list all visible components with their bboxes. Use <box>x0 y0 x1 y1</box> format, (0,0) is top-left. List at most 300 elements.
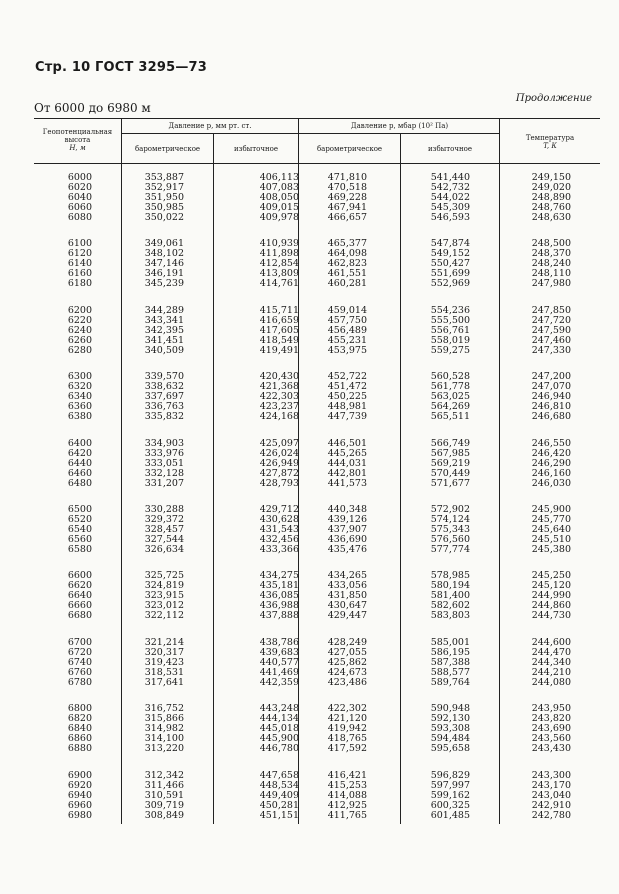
mm-excess-cell: 430,628 <box>259 514 299 525</box>
col-divider-5-body <box>499 163 500 824</box>
continuation-label: Продолжение <box>515 93 592 104</box>
height-cell: 6220 <box>67 315 92 326</box>
mm-excess-cell: 420,430 <box>259 371 299 382</box>
mbar-excess-cell: 577,774 <box>430 544 470 555</box>
mbar-baro-cell: 439,126 <box>327 514 367 525</box>
mbar-baro-cell: 411,765 <box>327 810 367 821</box>
mm-excess-cell: 409,015 <box>259 202 299 213</box>
block-9-heights-column <box>58 771 92 821</box>
height-cell: 6620 <box>67 580 92 591</box>
block-6-temp-column <box>527 571 571 621</box>
mbar-baro-cell: 450,225 <box>327 391 367 402</box>
mm-excess-cell: 432,456 <box>259 534 299 545</box>
height-cell: 6960 <box>67 800 92 811</box>
header-mbar-group: Давление p, мбар (10² Па) <box>350 122 449 130</box>
mm-excess-cell: 413,809 <box>259 268 299 279</box>
block-7-mm-baro-column <box>144 638 184 688</box>
mbar-excess-cell: 551,699 <box>430 268 470 279</box>
mbar-baro-cell: 447,739 <box>327 411 367 422</box>
mm-baro-cell: 308,849 <box>144 810 184 821</box>
mm-baro-cell: 331,207 <box>144 478 184 489</box>
mbar-excess-cell: 575,343 <box>430 524 470 535</box>
temp-cell: 244,990 <box>531 590 571 601</box>
mbar-baro-cell: 441,573 <box>327 478 367 489</box>
temp-cell: 248,110 <box>531 268 571 279</box>
mm-excess-cell: 406,113 <box>259 172 299 183</box>
mm-baro-cell: 317,641 <box>144 677 184 688</box>
height-cell: 6660 <box>67 600 92 611</box>
mm-excess-cell: 408,050 <box>259 192 299 203</box>
block-6-mbar-excess-column <box>428 571 470 621</box>
mm-excess-cell: 437,888 <box>259 610 299 621</box>
block-4-heights-column <box>58 439 92 489</box>
mm-excess-cell: 451,151 <box>259 810 299 821</box>
mbar-baro-cell: 465,377 <box>327 238 367 249</box>
height-cell: 6100 <box>67 238 92 249</box>
temp-cell: 243,950 <box>531 703 571 714</box>
mm-excess-cell: 427,872 <box>259 468 299 479</box>
header-mbar-excess: избыточное <box>427 145 472 153</box>
mm-baro-cell: 315,866 <box>144 713 184 724</box>
height-cell: 6040 <box>67 192 92 203</box>
col-divider-4-body <box>400 163 401 824</box>
mm-excess-cell: 407,083 <box>259 182 299 193</box>
block-9-mbar-excess-column <box>428 771 470 821</box>
mbar-baro-cell: 429,447 <box>327 610 367 621</box>
mm-excess-cell: 443,248 <box>259 703 299 714</box>
header-temp-label: Температура <box>525 134 575 142</box>
mbar-excess-cell: 572,902 <box>430 504 470 515</box>
block-0-heights-column <box>58 173 92 223</box>
mbar-excess-cell: 544,022 <box>430 192 470 203</box>
height-cell: 6580 <box>67 544 92 555</box>
block-4-mm-baro-column <box>144 439 184 489</box>
mbar-baro-cell: 422,302 <box>327 703 367 714</box>
mbar-baro-cell: 427,055 <box>327 647 367 658</box>
height-cell: 6440 <box>67 458 92 469</box>
mm-excess-cell: 449,409 <box>259 790 299 801</box>
temp-cell: 244,080 <box>531 677 571 688</box>
mm-baro-cell: 323,012 <box>144 600 184 611</box>
height-cell: 6000 <box>67 172 92 183</box>
mm-baro-cell: 332,128 <box>144 468 184 479</box>
mbar-excess-cell: 578,985 <box>430 570 470 581</box>
mm-excess-cell: 442,359 <box>259 677 299 688</box>
mbar-baro-cell: 459,014 <box>327 305 367 316</box>
height-cell: 6700 <box>67 637 92 648</box>
height-cell: 6880 <box>67 743 92 754</box>
mm-group-rule <box>122 133 298 134</box>
mbar-baro-cell: 445,265 <box>327 448 367 459</box>
height-cell: 6140 <box>67 258 92 269</box>
height-cell: 6080 <box>67 212 92 223</box>
mbar-excess-cell: 554,236 <box>430 305 470 316</box>
block-2-heights-column <box>58 306 92 356</box>
mbar-baro-cell: 428,249 <box>327 637 367 648</box>
mm-excess-cell: 444,134 <box>259 713 299 724</box>
mbar-baro-cell: 466,657 <box>327 212 367 223</box>
mbar-excess-cell: 556,761 <box>430 325 470 336</box>
temp-cell: 247,070 <box>531 381 571 392</box>
col-divider-1-body <box>121 163 122 824</box>
block-4-mbar-baro-column <box>325 439 367 489</box>
mbar-baro-cell: 425,862 <box>327 657 367 668</box>
mm-excess-cell: 411,898 <box>259 248 299 259</box>
mbar-excess-cell: 576,560 <box>430 534 470 545</box>
mbar-excess-cell: 545,309 <box>430 202 470 213</box>
temp-cell: 247,980 <box>531 278 571 289</box>
block-6-heights-column <box>58 571 92 621</box>
mm-excess-cell: 422,303 <box>259 391 299 402</box>
block-0-mm-baro-column <box>144 173 184 223</box>
mm-baro-cell: 313,220 <box>144 743 184 754</box>
mbar-baro-cell: 470,518 <box>327 182 367 193</box>
mbar-excess-cell: 565,511 <box>430 411 470 422</box>
temp-cell: 246,550 <box>531 438 571 449</box>
height-cell: 6420 <box>67 448 92 459</box>
block-0-mm-excess-column <box>259 173 299 223</box>
mbar-baro-cell: 436,690 <box>327 534 367 545</box>
mbar-baro-cell: 452,722 <box>327 371 367 382</box>
mm-baro-cell: 319,423 <box>144 657 184 668</box>
temp-cell: 248,890 <box>531 192 571 203</box>
temp-cell: 242,910 <box>531 800 571 811</box>
temp-cell: 243,560 <box>531 733 571 744</box>
height-cell: 6500 <box>67 504 92 515</box>
mm-excess-cell: 439,683 <box>259 647 299 658</box>
block-3-mm-excess-column <box>259 372 299 422</box>
height-cell: 6600 <box>67 570 92 581</box>
mm-excess-cell: 424,168 <box>259 411 299 422</box>
height-cell: 6380 <box>67 411 92 422</box>
height-cell: 6120 <box>67 248 92 259</box>
temp-cell: 242,780 <box>531 810 571 821</box>
block-6-mm-baro-column <box>144 571 184 621</box>
mm-baro-cell: 328,457 <box>144 524 184 535</box>
height-cell: 6300 <box>67 371 92 382</box>
mm-excess-cell: 428,793 <box>259 478 299 489</box>
mbar-excess-cell: 547,874 <box>430 238 470 249</box>
temp-cell: 244,600 <box>531 637 571 648</box>
height-cell: 6480 <box>67 478 92 489</box>
temp-cell: 243,300 <box>531 770 571 781</box>
height-cell: 6760 <box>67 667 92 678</box>
block-1-heights-column <box>58 239 92 289</box>
mm-baro-cell: 343,341 <box>144 315 184 326</box>
height-cell: 6460 <box>67 468 92 479</box>
mbar-excess-cell: 569,219 <box>430 458 470 469</box>
block-2-mm-baro-column <box>144 306 184 356</box>
height-cell: 6340 <box>67 391 92 402</box>
block-7-mm-excess-column <box>259 638 299 688</box>
block-8-mm-baro-column <box>144 704 184 754</box>
mm-baro-cell: 311,466 <box>144 780 184 791</box>
height-cell: 6020 <box>67 182 92 193</box>
mm-baro-cell: 312,342 <box>144 770 184 781</box>
height-cell: 6520 <box>67 514 92 525</box>
block-8-heights-column <box>58 704 92 754</box>
mm-excess-cell: 414,761 <box>259 278 299 289</box>
mm-baro-cell: 344,289 <box>144 305 184 316</box>
temp-cell: 244,730 <box>531 610 571 621</box>
temp-cell: 244,210 <box>531 667 571 678</box>
header-mbar-baro: барометрическое <box>316 145 383 153</box>
temp-cell: 243,170 <box>531 780 571 791</box>
mm-excess-cell: 447,658 <box>259 770 299 781</box>
mbar-excess-cell: 599,162 <box>430 790 470 801</box>
mm-baro-cell: 341,451 <box>144 335 184 346</box>
height-cell: 6980 <box>67 810 92 821</box>
height-cell: 6680 <box>67 610 92 621</box>
mbar-baro-cell: 460,281 <box>327 278 367 289</box>
temp-cell: 248,500 <box>531 238 571 249</box>
height-cell: 6940 <box>67 790 92 801</box>
height-cell: 6060 <box>67 202 92 213</box>
mm-baro-cell: 330,288 <box>144 504 184 515</box>
mbar-excess-cell: 594,484 <box>430 733 470 744</box>
mbar-baro-cell: 424,673 <box>327 667 367 678</box>
temp-cell: 245,510 <box>531 534 571 545</box>
page-label: Стр. 10 ГОСТ 3295—73 <box>35 60 208 75</box>
mm-baro-cell: 327,544 <box>144 534 184 545</box>
height-cell: 6860 <box>67 733 92 744</box>
height-cell: 6820 <box>67 713 92 724</box>
mm-excess-cell: 436,988 <box>259 600 299 611</box>
mm-excess-cell: 433,366 <box>259 544 299 555</box>
height-cell: 6180 <box>67 278 92 289</box>
mbar-excess-cell: 571,677 <box>430 478 470 489</box>
header-mm-excess: избыточное <box>233 145 278 153</box>
mm-baro-cell: 326,634 <box>144 544 184 555</box>
mbar-baro-cell: 433,056 <box>327 580 367 591</box>
mbar-excess-cell: 583,803 <box>430 610 470 621</box>
mbar-excess-cell: 581,400 <box>430 590 470 601</box>
mm-baro-cell: 321,214 <box>144 637 184 648</box>
mm-baro-cell: 310,591 <box>144 790 184 801</box>
temp-cell: 246,160 <box>531 468 571 479</box>
block-2-mbar-baro-column <box>325 306 367 356</box>
mbar-excess-cell: 552,969 <box>430 278 470 289</box>
block-4-mm-excess-column <box>259 439 299 489</box>
block-5-mbar-excess-column <box>428 505 470 555</box>
block-9-mm-baro-column <box>144 771 184 821</box>
mm-baro-cell: 342,395 <box>144 325 184 336</box>
block-1-mm-excess-column <box>259 239 299 289</box>
height-cell: 6320 <box>67 381 92 392</box>
mm-baro-cell: 336,763 <box>144 401 184 412</box>
block-8-mm-excess-column <box>259 704 299 754</box>
block-0-temp-column <box>527 173 571 223</box>
mm-baro-cell: 314,982 <box>144 723 184 734</box>
block-1-mbar-baro-column <box>325 239 367 289</box>
mm-excess-cell: 415,711 <box>259 305 299 316</box>
temp-cell: 247,330 <box>531 345 571 356</box>
block-2-temp-column <box>527 306 571 356</box>
mm-baro-cell: 351,950 <box>144 192 184 203</box>
mm-excess-cell: 438,786 <box>259 637 299 648</box>
mbar-excess-cell: 595,658 <box>430 743 470 754</box>
temp-cell: 248,760 <box>531 202 571 213</box>
height-cell: 6560 <box>67 534 92 545</box>
mbar-baro-cell: 412,925 <box>327 800 367 811</box>
block-6-mbar-baro-column <box>325 571 367 621</box>
mm-baro-cell: 334,903 <box>144 438 184 449</box>
header-temp <box>500 134 600 150</box>
mm-baro-cell: 349,061 <box>144 238 184 249</box>
mbar-excess-cell: 596,829 <box>430 770 470 781</box>
temp-cell: 246,810 <box>531 401 571 412</box>
mbar-excess-cell: 542,732 <box>430 182 470 193</box>
mm-baro-cell: 350,022 <box>144 212 184 223</box>
mbar-baro-cell: 455,231 <box>327 335 367 346</box>
mbar-baro-cell: 418,765 <box>327 733 367 744</box>
mbar-baro-cell: 431,850 <box>327 590 367 601</box>
mm-baro-cell: 350,985 <box>144 202 184 213</box>
mm-baro-cell: 346,191 <box>144 268 184 279</box>
range-title: От 6000 до 6980 м <box>34 101 151 115</box>
mbar-excess-cell: 541,440 <box>430 172 470 183</box>
block-4-mbar-excess-column <box>428 439 470 489</box>
block-5-mbar-baro-column <box>325 505 367 555</box>
mbar-baro-cell: 467,941 <box>327 202 367 213</box>
mbar-excess-cell: 570,449 <box>430 468 470 479</box>
mbar-baro-cell: 451,472 <box>327 381 367 392</box>
mm-baro-cell: 329,372 <box>144 514 184 525</box>
height-cell: 6160 <box>67 268 92 279</box>
mm-excess-cell: 423,237 <box>259 401 299 412</box>
temp-cell: 246,030 <box>531 478 571 489</box>
mbar-baro-cell: 471,810 <box>327 172 367 183</box>
mm-baro-cell: 340,509 <box>144 345 184 356</box>
height-cell: 6900 <box>67 770 92 781</box>
height-cell: 6400 <box>67 438 92 449</box>
header-height-unit: H, м <box>69 144 86 152</box>
header-height <box>34 128 121 152</box>
temp-cell: 246,680 <box>531 411 571 422</box>
mbar-excess-cell: 567,985 <box>430 448 470 459</box>
mm-excess-cell: 440,577 <box>259 657 299 668</box>
mm-excess-cell: 450,281 <box>259 800 299 811</box>
block-5-heights-column <box>58 505 92 555</box>
mbar-baro-cell: 462,823 <box>327 258 367 269</box>
mm-baro-cell: 314,100 <box>144 733 184 744</box>
block-8-mbar-baro-column <box>325 704 367 754</box>
mm-excess-cell: 409,978 <box>259 212 299 223</box>
mbar-excess-cell: 550,427 <box>430 258 470 269</box>
mm-baro-cell: 325,725 <box>144 570 184 581</box>
mm-baro-cell: 337,697 <box>144 391 184 402</box>
mbar-excess-cell: 589,764 <box>430 677 470 688</box>
mbar-excess-cell: 582,602 <box>430 600 470 611</box>
block-1-mbar-excess-column <box>428 239 470 289</box>
block-7-mbar-baro-column <box>325 638 367 688</box>
block-7-heights-column <box>58 638 92 688</box>
mbar-excess-cell: 586,195 <box>430 647 470 658</box>
mbar-baro-cell: 453,975 <box>327 345 367 356</box>
height-cell: 6920 <box>67 780 92 791</box>
mbar-excess-cell: 585,001 <box>430 637 470 648</box>
block-2-mm-excess-column <box>259 306 299 356</box>
temp-cell: 247,200 <box>531 371 571 382</box>
header-height-label: Геопотенциальная высота <box>42 128 113 144</box>
mbar-excess-cell: 558,019 <box>430 335 470 346</box>
temp-cell: 244,470 <box>531 647 571 658</box>
mbar-baro-cell: 423,486 <box>327 677 367 688</box>
mm-excess-cell: 421,368 <box>259 381 299 392</box>
temp-cell: 249,020 <box>531 182 571 193</box>
mm-excess-cell: 425,097 <box>259 438 299 449</box>
mm-baro-cell: 322,112 <box>144 610 184 621</box>
header-mm-baro: барометрическое <box>134 145 201 153</box>
mbar-baro-cell: 414,088 <box>327 790 367 801</box>
height-cell: 6640 <box>67 590 92 601</box>
mm-excess-cell: 426,949 <box>259 458 299 469</box>
height-cell: 6840 <box>67 723 92 734</box>
mbar-excess-cell: 546,593 <box>430 212 470 223</box>
header-mm-group: Давление p, мм рт. ст. <box>168 122 252 130</box>
height-cell: 6740 <box>67 657 92 668</box>
temp-cell: 246,420 <box>531 448 571 459</box>
mbar-excess-cell: 549,152 <box>430 248 470 259</box>
mbar-baro-cell: 457,750 <box>327 315 367 326</box>
temp-cell: 247,590 <box>531 325 571 336</box>
mm-excess-cell: 418,549 <box>259 335 299 346</box>
header-temp-unit: T, К <box>543 142 557 150</box>
mbar-baro-cell: 416,421 <box>327 770 367 781</box>
mbar-excess-cell: 580,194 <box>430 580 470 591</box>
mbar-excess-cell: 560,528 <box>430 371 470 382</box>
mm-baro-cell: 339,570 <box>144 371 184 382</box>
mm-excess-cell: 419,491 <box>259 345 299 356</box>
height-cell: 6360 <box>67 401 92 412</box>
mm-excess-cell: 434,275 <box>259 570 299 581</box>
temp-cell: 243,040 <box>531 790 571 801</box>
mm-excess-cell: 448,534 <box>259 780 299 791</box>
mbar-excess-cell: 561,778 <box>430 381 470 392</box>
temp-cell: 249,150 <box>531 172 571 183</box>
mbar-excess-cell: 601,485 <box>430 810 470 821</box>
mbar-excess-cell: 592,130 <box>430 713 470 724</box>
temp-cell: 247,460 <box>531 335 571 346</box>
mbar-baro-cell: 417,592 <box>327 743 367 754</box>
mbar-baro-cell: 461,551 <box>327 268 367 279</box>
temp-cell: 245,900 <box>531 504 571 515</box>
mm-baro-cell: 348,102 <box>144 248 184 259</box>
height-cell: 6780 <box>67 677 92 688</box>
mbar-excess-cell: 590,948 <box>430 703 470 714</box>
block-4-temp-column <box>527 439 571 489</box>
mbar-baro-cell: 415,253 <box>327 780 367 791</box>
block-8-mbar-excess-column <box>428 704 470 754</box>
mm-excess-cell: 435,181 <box>259 580 299 591</box>
block-7-temp-column <box>527 638 571 688</box>
mbar-excess-cell: 563,025 <box>430 391 470 402</box>
mbar-excess-cell: 559,275 <box>430 345 470 356</box>
temp-cell: 245,250 <box>531 570 571 581</box>
height-cell: 6800 <box>67 703 92 714</box>
height-cell: 6260 <box>67 335 92 346</box>
table-header-bottom-rule <box>34 163 600 164</box>
mm-excess-cell: 431,543 <box>259 524 299 535</box>
mbar-excess-cell: 600,325 <box>430 800 470 811</box>
mm-baro-cell: 345,239 <box>144 278 184 289</box>
table-top-rule <box>34 118 600 119</box>
temp-cell: 244,860 <box>531 600 571 611</box>
block-8-temp-column <box>527 704 571 754</box>
mbar-baro-cell: 456,489 <box>327 325 367 336</box>
mbar-baro-cell: 434,265 <box>327 570 367 581</box>
mbar-baro-cell: 446,501 <box>327 438 367 449</box>
